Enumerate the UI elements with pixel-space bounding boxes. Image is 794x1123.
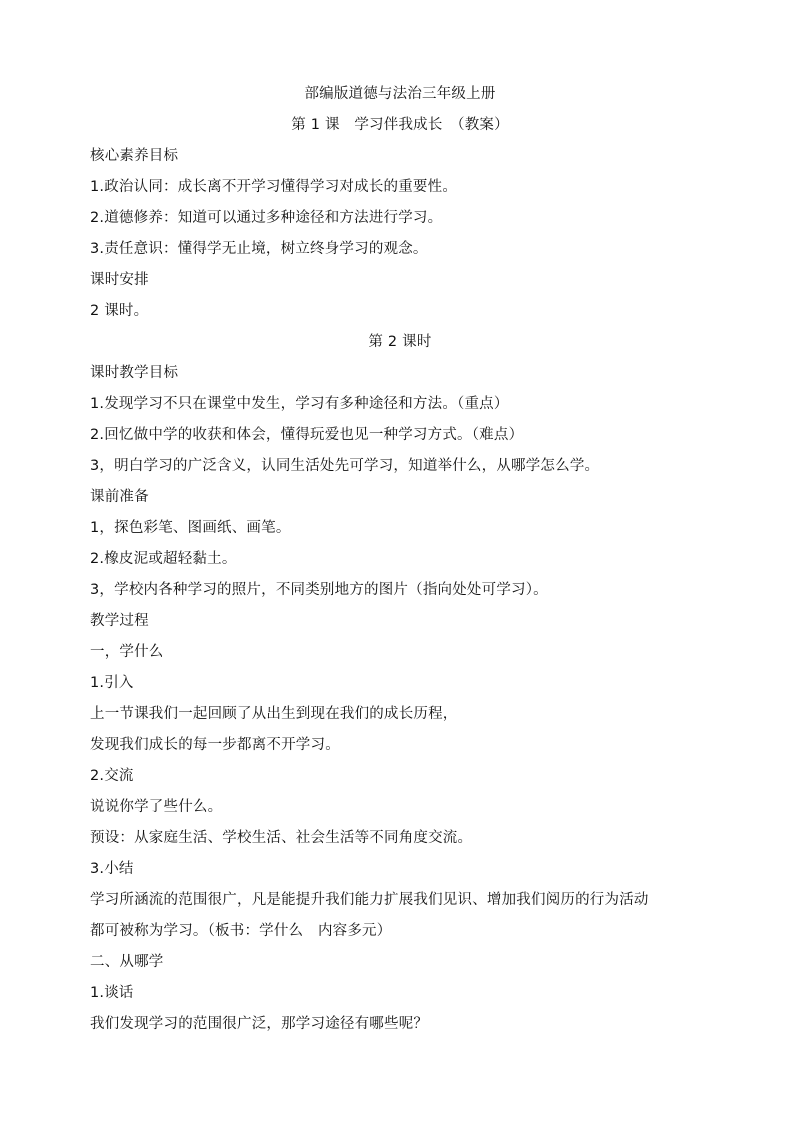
section-heading-core: 核心素养目标 [90, 148, 179, 164]
section-heading-objectives: 课时教学目标 [90, 365, 179, 381]
prep-item-2: 2.橡皮泥或超轻黏土。 [90, 551, 237, 567]
core-item-1: 1.政治认同：成长离不开学习懂得学习对成长的重要性。 [90, 179, 458, 195]
prep-item-1: 1，探色彩笔、图画纸、画笔。 [90, 520, 291, 536]
part1-title: 一，学什么 [90, 644, 164, 660]
prep-item-3: 3，学校内各种学习的照片，不同类别地方的图片（指向处处可学习）。 [90, 582, 548, 598]
talk-line: 我们发现学习的范围很广泛，那学习途径有哪些呢？ [90, 1016, 429, 1032]
step1-line-2: 发现我们成长的每一步都离不开学习。 [90, 737, 340, 753]
objective-item-2: 2.回忆做中学的收获和体会，懂得玩爱也见一种学习方式。（难点） [90, 427, 524, 443]
talk-title: 1.谈话 [90, 985, 134, 1001]
step1-title: 1.引入 [90, 675, 134, 691]
step2-title: 2.交流 [90, 768, 134, 784]
step3-title: 3.小结 [90, 861, 134, 877]
step2-line-2: 预设：从家庭生活、学校生活、社会生活等不同角度交流。 [90, 830, 473, 846]
step3-line-2: 都可被称为学习。（板书：学什么 内容多元） [90, 923, 392, 939]
section-heading-process: 教学过程 [90, 613, 149, 629]
schedule-text: 2 课时。 [90, 303, 149, 319]
step1-line-1: 上一节课我们一起回顾了从出生到现在我们的成长历程， [90, 706, 458, 722]
step2-line-1: 说说你学了些什么。 [90, 799, 223, 815]
period-title: 第 2 课时 [368, 334, 432, 350]
objective-item-1: 1.发现学习不只在课堂中发生，学习有多种途径和方法。（重点） [90, 396, 509, 412]
document-title: 部编版道德与法治三年级上册 [304, 86, 496, 102]
part2-title: 二、从哪学 [90, 954, 164, 970]
section-heading-prep: 课前准备 [90, 489, 149, 505]
objective-item-3: 3，明白学习的广泛含义，认同生活处先可学习，知道举什么，从哪学怎么学。 [90, 458, 600, 474]
step3-line-1: 学习所涵流的范围很广，凡是能提升我们能力扩展我们见识、增加我们阅历的行为活动 [90, 892, 649, 908]
core-item-3: 3.责任意识：懂得学无止境，树立终身学习的观念。 [90, 241, 428, 257]
section-heading-schedule: 课时安排 [90, 272, 149, 288]
lesson-title: 第 1 课 学习伴我成长 （教案） [291, 117, 509, 133]
core-item-2: 2.道德修养：知道可以通过多种途径和方法进行学习。 [90, 210, 443, 226]
document-content [90, 79, 710, 1040]
